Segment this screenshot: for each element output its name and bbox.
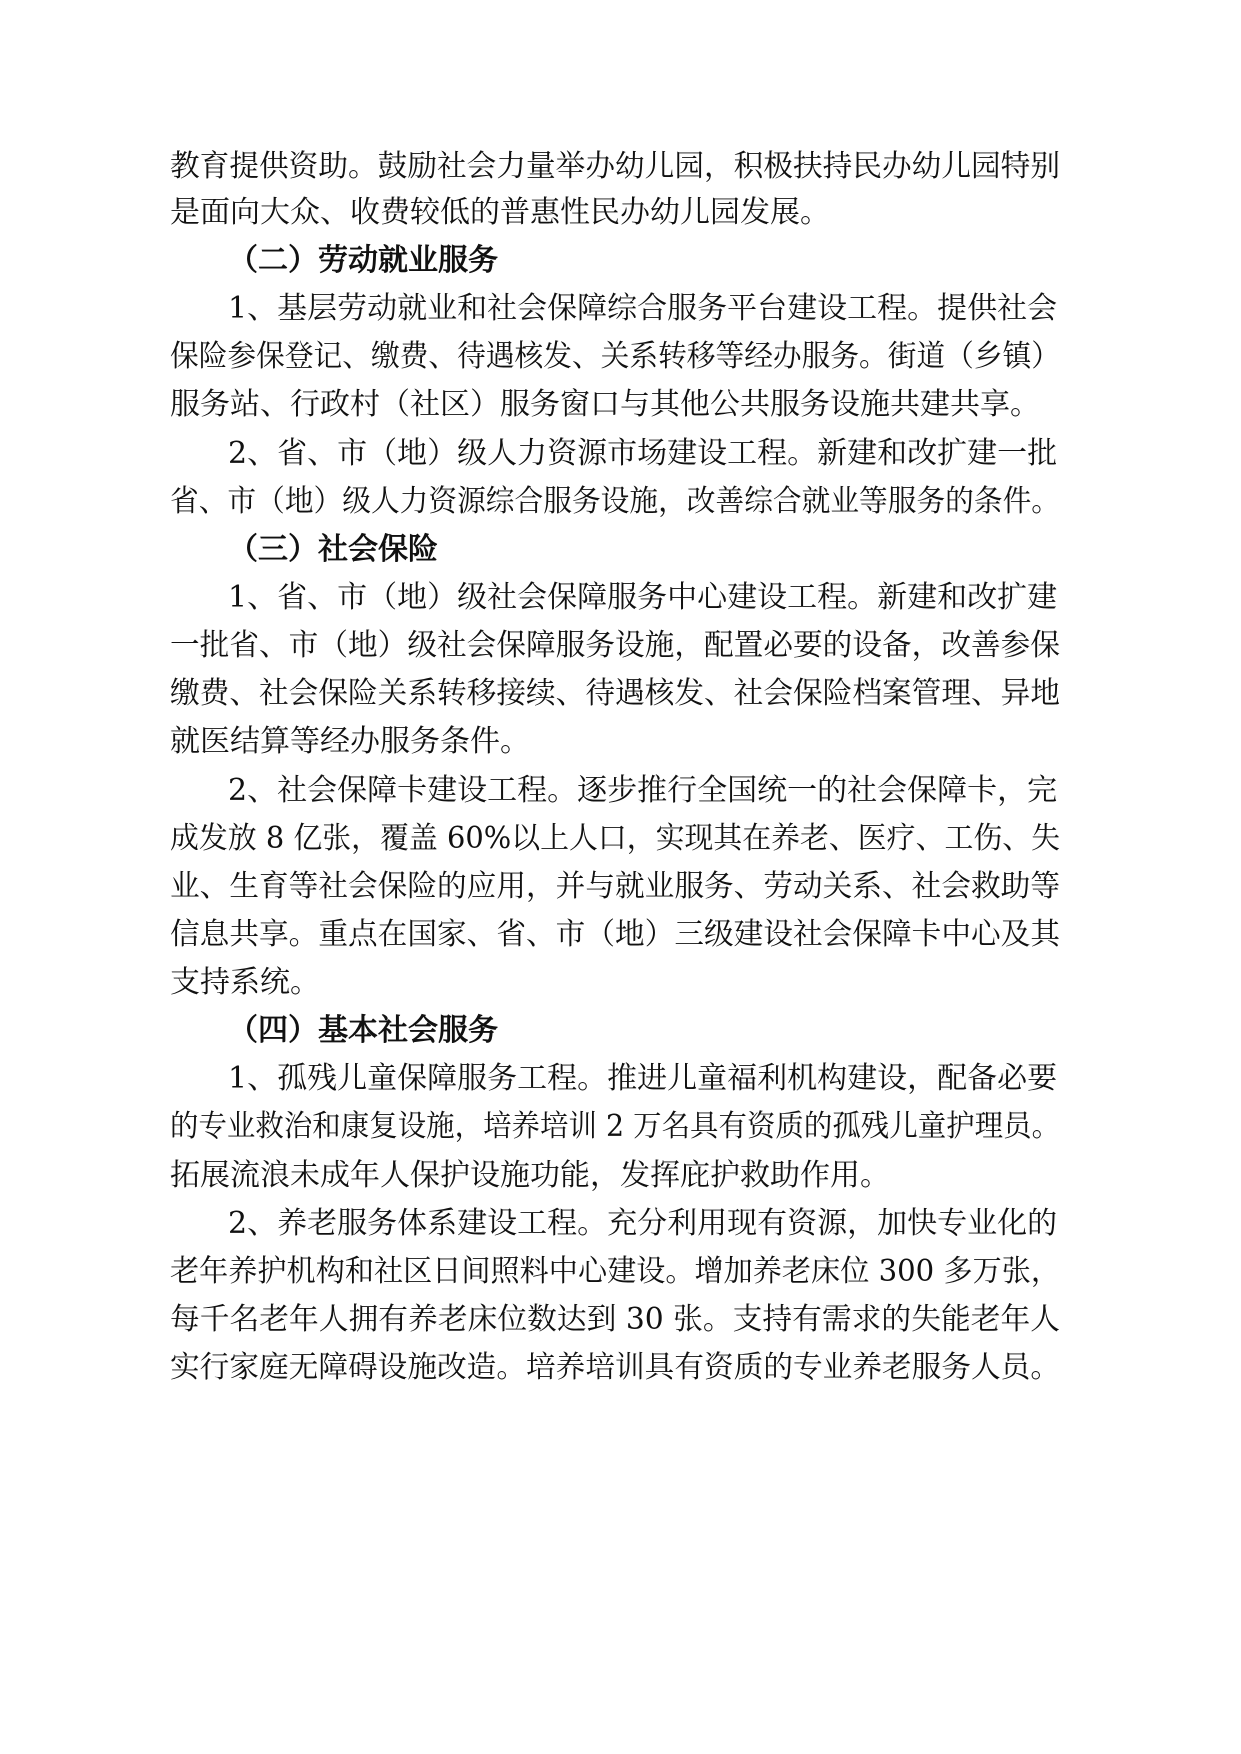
section-4-heading: （四）基本社会服务 bbox=[228, 1013, 498, 1048]
s4-p2-line-2: 老年养护机构和社区日间照料中心建设。增加养老床位 300 多万张， bbox=[170, 1254, 1061, 1289]
s3-p1-line-1: 1、省、市（地）级社会保障服务中心建设工程。新建和改扩建 bbox=[228, 580, 1058, 615]
s2-p2-line-1: 2、省、市（地）级人力资源市场建设工程。新建和改扩建一批 bbox=[228, 436, 1058, 471]
s3-p1-line-2: 一批省、市（地）级社会保障服务设施，配置必要的设备，改善参保 bbox=[170, 628, 1061, 663]
section-3-heading: （三）社会保险 bbox=[228, 532, 438, 567]
s3-p2-line-5: 支持系统。 bbox=[170, 965, 320, 1000]
s3-p1-line-3: 缴费、社会保险关系转移接续、待遇核发、社会保险档案管理、异地 bbox=[170, 676, 1061, 711]
s3-p2-line-2: 成发放 8 亿张，覆盖 60%以上人口，实现其在养老、医疗、工伤、失 bbox=[170, 821, 1060, 856]
s2-p1-line-2: 保险参保登记、缴费、待遇核发、关系转移等经办服务。街道（乡镇） bbox=[170, 339, 1061, 374]
s3-p1-line-4: 就医结算等经办服务条件。 bbox=[170, 724, 530, 759]
s4-p2-line-3: 每千名老年人拥有养老床位数达到 30 张。支持有需求的失能老年人 bbox=[170, 1302, 1060, 1337]
s4-p1-line-1: 1、孤残儿童保障服务工程。推进儿童福利机构建设，配备必要 bbox=[228, 1061, 1058, 1096]
intro-line-2: 是面向大众、收费较低的普惠性民办幼儿园发展。 bbox=[170, 195, 830, 230]
s4-p2-line-4: 实行家庭无障碍设施改造。培养培训具有资质的专业养老服务人员。 bbox=[170, 1350, 1061, 1385]
intro-line-1: 教育提供资助。鼓励社会力量举办幼儿园，积极扶持民办幼儿园特别 bbox=[170, 149, 1061, 184]
s3-p2-line-3: 业、生育等社会保险的应用，并与就业服务、劳动关系、社会救助等 bbox=[170, 869, 1061, 904]
section-2-heading: （二）劳动就业服务 bbox=[228, 243, 498, 278]
s2-p2-line-2: 省、市（地）级人力资源综合服务设施，改善综合就业等服务的条件。 bbox=[170, 484, 1061, 519]
s3-p2-line-4: 信息共享。重点在国家、省、市（地）三级建设社会保障卡中心及其 bbox=[170, 917, 1061, 952]
s4-p2-line-1: 2、养老服务体系建设工程。充分利用现有资源，加快专业化的 bbox=[228, 1206, 1058, 1241]
s3-p2-line-1: 2、社会保障卡建设工程。逐步推行全国统一的社会保障卡，完 bbox=[228, 773, 1058, 808]
s2-p1-line-3: 服务站、行政村（社区）服务窗口与其他公共服务设施共建共享。 bbox=[170, 387, 1040, 422]
s4-p1-line-3: 拓展流浪未成年人保护设施功能，发挥庇护救助作用。 bbox=[170, 1158, 890, 1193]
s2-p1-line-1: 1、基层劳动就业和社会保障综合服务平台建设工程。提供社会 bbox=[228, 291, 1058, 326]
s4-p1-line-2: 的专业救治和康复设施，培养培训 2 万名具有资质的孤残儿童护理员。 bbox=[170, 1109, 1061, 1144]
